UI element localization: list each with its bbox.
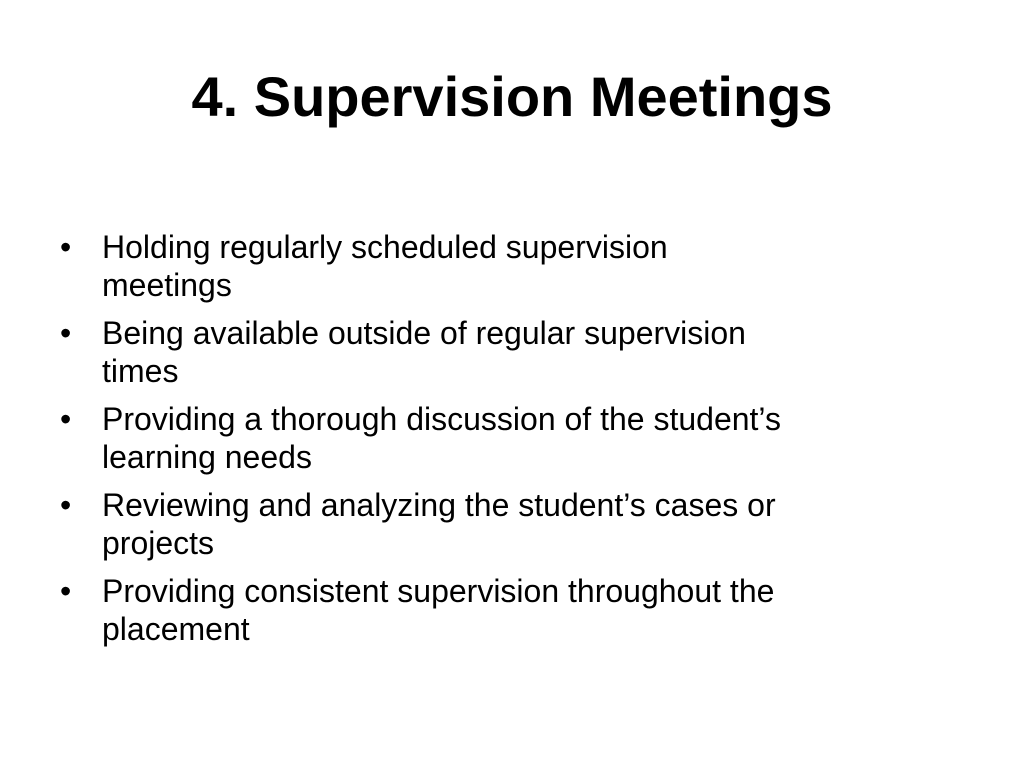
- bullet-line: Reviewing and analyzing the student’s cases or: [102, 487, 776, 523]
- bullet-text: [102, 400, 958, 476]
- bullet-line: Holding regularly scheduled supervision: [102, 229, 668, 265]
- bullet-line: projects: [102, 525, 215, 561]
- bullet-marker: •: [60, 573, 72, 609]
- bullet-item: [58, 314, 958, 390]
- bullet-item: [58, 400, 958, 476]
- bullet-line: Being available outside of regular supervision: [102, 315, 746, 351]
- bullet-item: [58, 486, 958, 562]
- bullet-line: meetings: [102, 267, 232, 303]
- bullet-item: [58, 228, 958, 304]
- bullet-line: Providing consistent supervision throughout the: [102, 573, 775, 609]
- bullet-marker: •: [60, 315, 72, 351]
- bullet-list: [58, 228, 958, 658]
- bullet-text: [102, 572, 958, 648]
- bullet-item: [58, 572, 958, 648]
- bullet-line: Providing a thorough discussion of the student’s: [102, 401, 781, 437]
- bullet-text: [102, 228, 958, 304]
- bullet-line: placement: [102, 611, 250, 647]
- bullet-marker: •: [60, 401, 72, 437]
- bullet-text: [102, 486, 958, 562]
- bullet-marker: •: [60, 487, 72, 523]
- bullet-marker: •: [60, 229, 72, 265]
- bullet-line: learning needs: [102, 439, 312, 475]
- bullet-line: times: [102, 353, 179, 389]
- slide-title: 4. Supervision Meetings: [191, 65, 833, 128]
- bullet-text: [102, 314, 958, 390]
